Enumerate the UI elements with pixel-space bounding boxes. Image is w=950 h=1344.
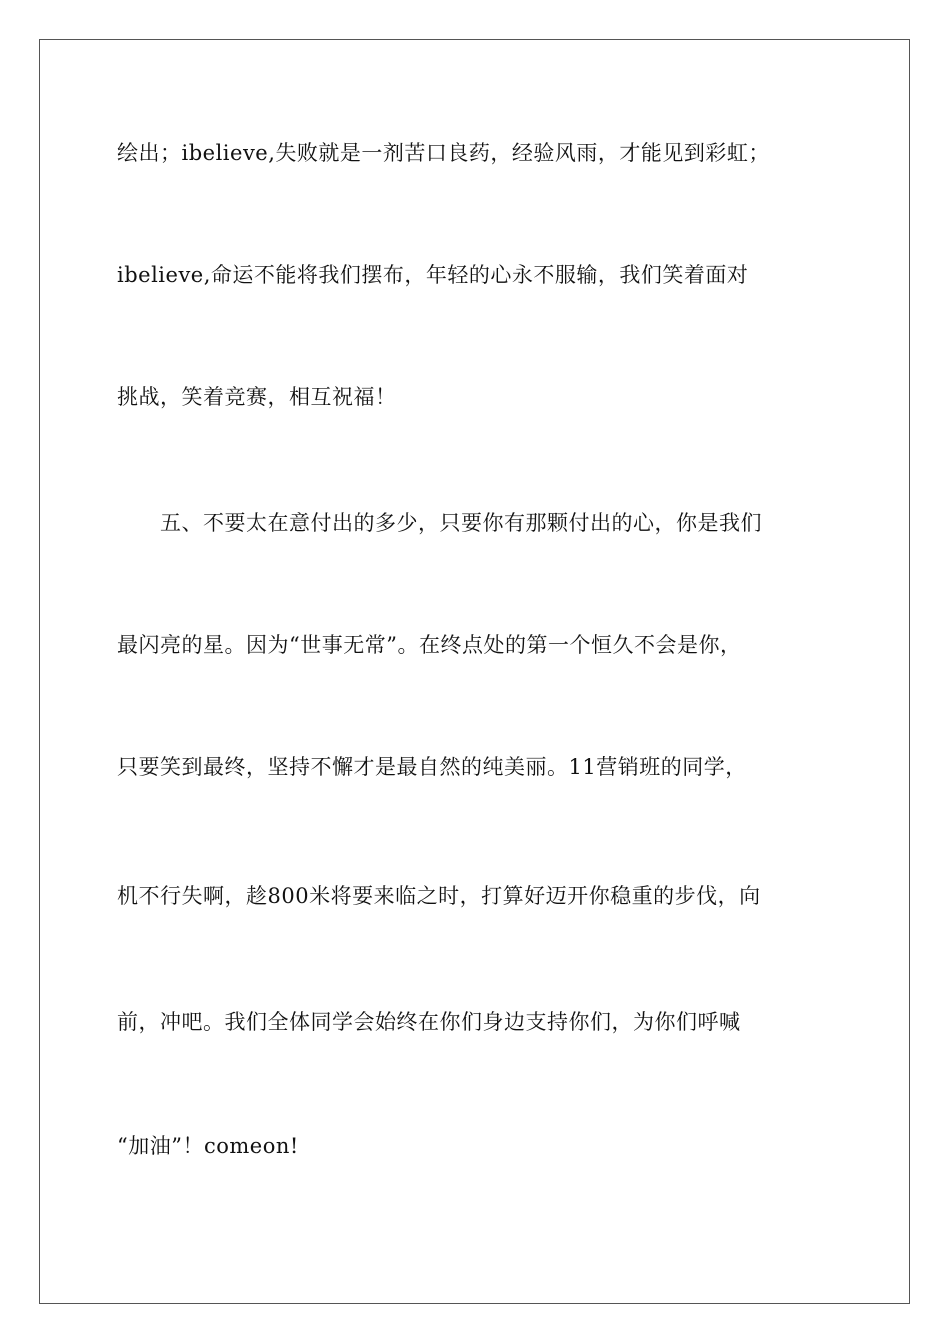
text-line-6: 只要笑到最终，坚持不懈才是最自然的纯美丽。11营销班的同学， bbox=[117, 755, 747, 779]
page-border bbox=[39, 39, 910, 1304]
text-line-4: 五、不要太在意付出的多少，只要你有那颗付出的心，你是我们 bbox=[117, 511, 762, 535]
text-line-1: 绘出；ibelieve,失败就是一剂苦口良药，经验风雨，才能见到彩虹； bbox=[117, 141, 770, 165]
text-line-2: ibelieve,命运不能将我们摆布，年轻的心永不服输，我们笑着面对 bbox=[117, 263, 749, 287]
text-line-9: “加油”！comeon! bbox=[117, 1134, 299, 1158]
text-line-8: 前，冲吧。我们全体同学会始终在你们身边支持你们，为你们呼喊 bbox=[117, 1010, 741, 1034]
text-line-3: 挑战，笑着竞赛，相互祝福！ bbox=[117, 385, 397, 409]
text-line-5: 最闪亮的星。因为“世事无常”。在终点处的第一个恒久不会是你， bbox=[117, 633, 742, 657]
text-line-7: 机不行失啊，趁800米将要来临之时，打算好迈开你稳重的步伐，向 bbox=[117, 884, 761, 908]
